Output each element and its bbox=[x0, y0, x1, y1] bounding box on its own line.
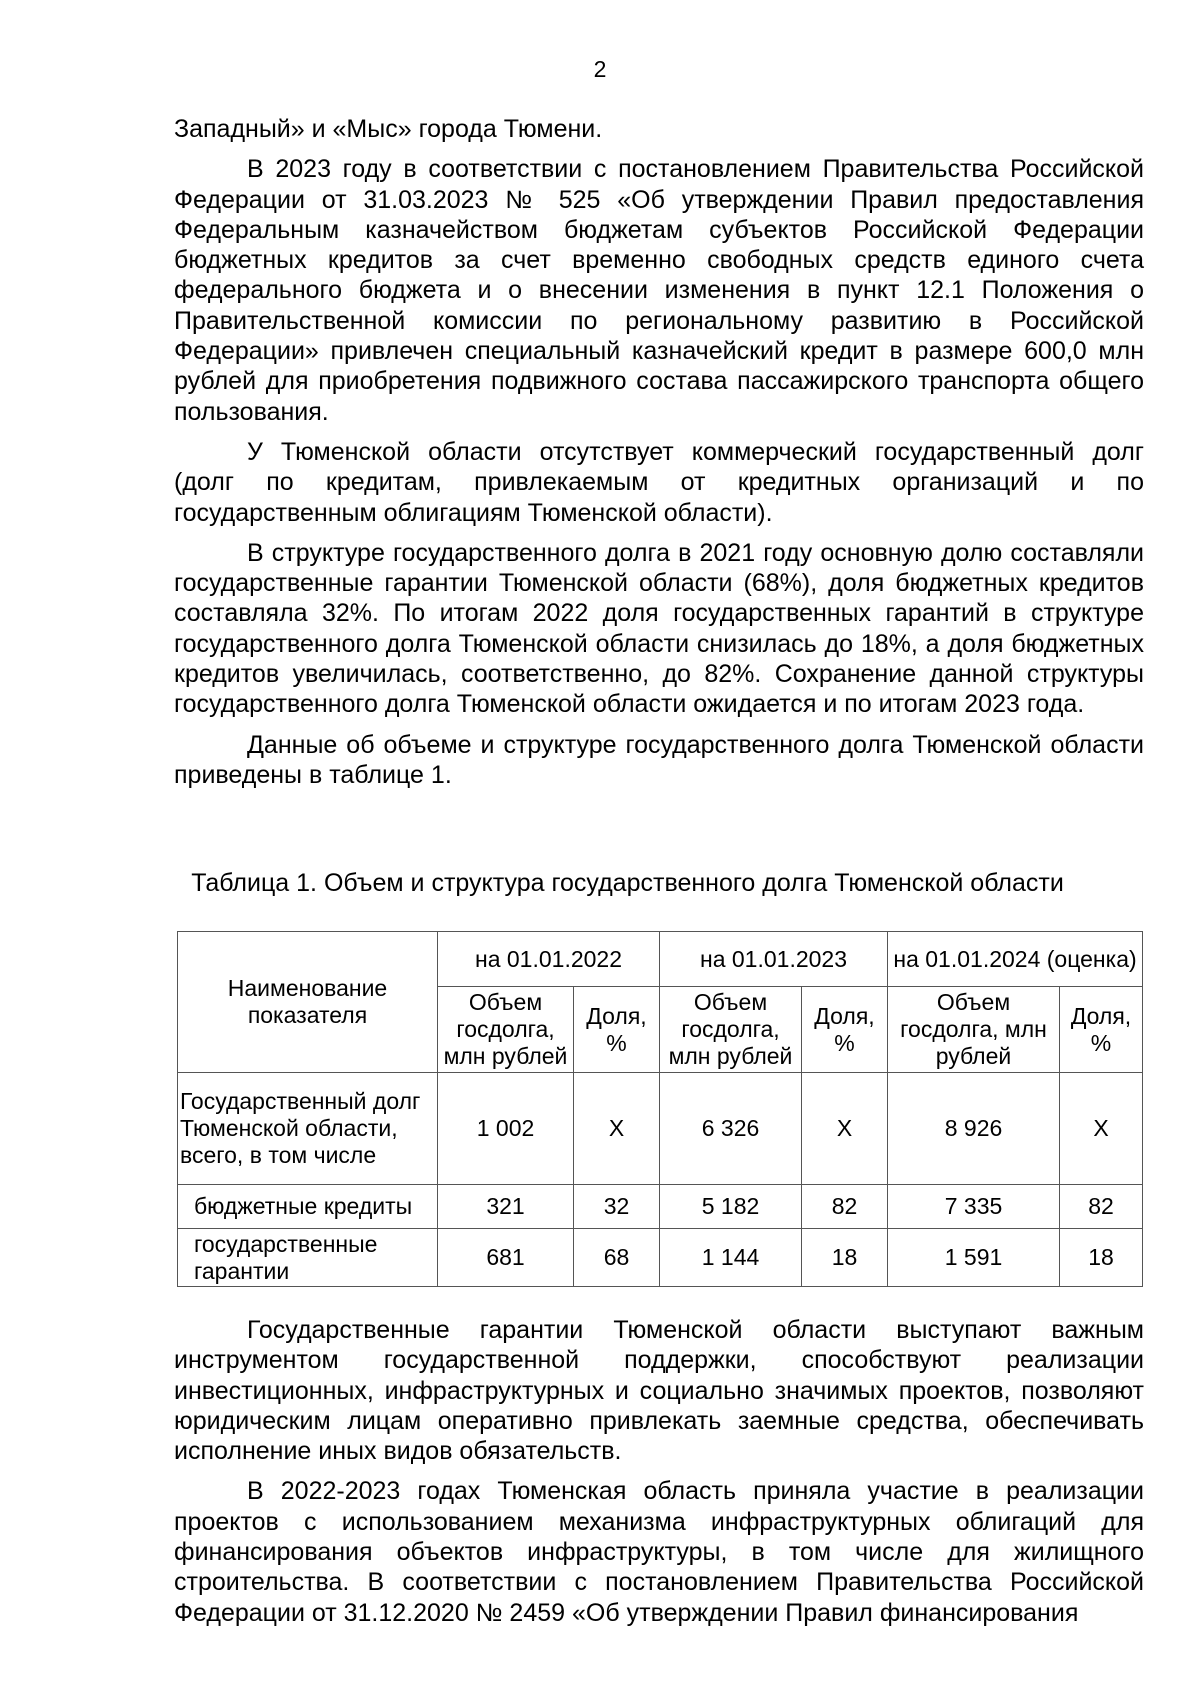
paragraph-state-guarantees: Государственные гарантии Тюменской области выступают важным инструментом государственной поддержки, способствуют реализации инвестиционных, инфраструктурных и социально значимых проектов, позволяют юридическим лицам оперативно привлекать заемные средства, обеспечивать исполнение иных видов обязательств. bbox=[174, 1316, 1144, 1466]
cell-share-2023: X bbox=[802, 1073, 888, 1185]
header-volume-2022: Объем госдолга, млн рублей bbox=[438, 987, 574, 1073]
table-caption: Таблица 1. Объем и структура государственного долга Тюменской области bbox=[191, 869, 1064, 897]
paragraph-commercial-debt: У Тюменской области отсутствует коммерческий государственный долг (долг по кредитам, привлекаемым от кредитных организаций и по государственным облигациям Тюменской области). bbox=[174, 437, 1144, 527]
cell-share-2024: X bbox=[1060, 1073, 1143, 1185]
cell-volume-2022: 321 bbox=[438, 1185, 574, 1229]
header-share-2023: Доля, % bbox=[802, 987, 888, 1073]
header-period-2023: на 01.01.2023 bbox=[660, 932, 888, 987]
cell-share-2024: 18 bbox=[1060, 1229, 1143, 1287]
table-row-state-guarantees bbox=[178, 1229, 1143, 1287]
paragraph-special-treasury-credit: В 2023 году в соответствии с постановлением Правительства Российской Федерации от 31.03.2023 № 525 «Об утверждении Правил предоставления Федеральным казначейством бюджетам субъектов Российской Федерации бюджетных кредитов за счет временно свободных средств единого счета федерального бюджета и о внесении изменения в пункт 12.1 Положения о Правительственной комиссии по региональному развитию в Российской Федерации» привлечен специальный казначейский кредит в размере 600,0 млн рублей для приобретения подвижного состава пассажирского транспорта общего пользования. bbox=[174, 155, 1144, 426]
header-volume-2024: Объем госдолга, млн рублей bbox=[888, 987, 1060, 1073]
upper-text-block bbox=[174, 114, 1144, 800]
row-name: Государственный долг Тюменской области, всего, в том числе bbox=[178, 1073, 438, 1185]
cell-volume-2024: 7 335 bbox=[888, 1185, 1060, 1229]
header-period-2022: на 01.01.2022 bbox=[438, 932, 660, 987]
table-row-budget-credits bbox=[178, 1185, 1143, 1229]
debt-table bbox=[177, 931, 1143, 1287]
header-indicator-name: Наименование показателя bbox=[178, 932, 438, 1073]
cell-share-2024: 82 bbox=[1060, 1185, 1143, 1229]
header-share-2024: Доля, % bbox=[1060, 987, 1143, 1073]
cell-share-2022: 68 bbox=[574, 1229, 660, 1287]
table-row-total bbox=[178, 1073, 1143, 1185]
lower-text-block bbox=[174, 1315, 1144, 1638]
header-share-2022: Доля, % bbox=[574, 987, 660, 1073]
cell-volume-2024: 8 926 bbox=[888, 1073, 1060, 1185]
cell-volume-2022: 1 002 bbox=[438, 1073, 574, 1185]
cell-volume-2023: 5 182 bbox=[660, 1185, 802, 1229]
paragraph-table-reference: Данные об объеме и структуре государственного долга Тюменской области приведены в таблице 1. bbox=[174, 730, 1144, 789]
cell-share-2022: 32 bbox=[574, 1185, 660, 1229]
cell-share-2023: 18 bbox=[802, 1229, 888, 1287]
paragraph-continuation: Западный» и «Мыс» города Тюмени. bbox=[174, 115, 603, 143]
paragraph-debt-structure: В структуре государственного долга в 2021 году основную долю составляли государственные гарантии Тюменской области (68%), доля бюджетных кредитов составляла 32%. По итогам 2022 доля государственных гарантий в структуре государственного долга Тюменской области снизилась до 18%, а доля бюджетных кредитов увеличилась, соответственно, до 82%. Сохранение данной структуры государственного долга Тюменской области ожидается и по итогам 2023 года. bbox=[174, 538, 1144, 719]
cell-volume-2023: 1 144 bbox=[660, 1229, 802, 1287]
row-name: государственные гарантии bbox=[178, 1229, 438, 1287]
paragraph-infrastructure-bonds: В 2022-2023 годах Тюменская область приняла участие в реализации проектов с использованием механизма инфраструктурных облигаций для финансирования объектов инфраструктуры, в том числе для жилищного строительства. В соответствии с постановлением Правительства Российской Федерации от 31.12.2020 № 2459 «Об утверждении Правил финансирования bbox=[174, 1477, 1144, 1627]
cell-share-2023: 82 bbox=[802, 1185, 888, 1229]
table-header-row-periods bbox=[178, 932, 1143, 987]
cell-share-2022: X bbox=[574, 1073, 660, 1185]
cell-volume-2022: 681 bbox=[438, 1229, 574, 1287]
page-number: 2 bbox=[593, 56, 607, 82]
header-volume-2023: Объем госдолга, млн рублей bbox=[660, 987, 802, 1073]
header-period-2024: на 01.01.2024 (оценка) bbox=[888, 932, 1143, 987]
row-name: бюджетные кредиты bbox=[178, 1185, 438, 1229]
cell-volume-2023: 6 326 bbox=[660, 1073, 802, 1185]
cell-volume-2024: 1 591 bbox=[888, 1229, 1060, 1287]
